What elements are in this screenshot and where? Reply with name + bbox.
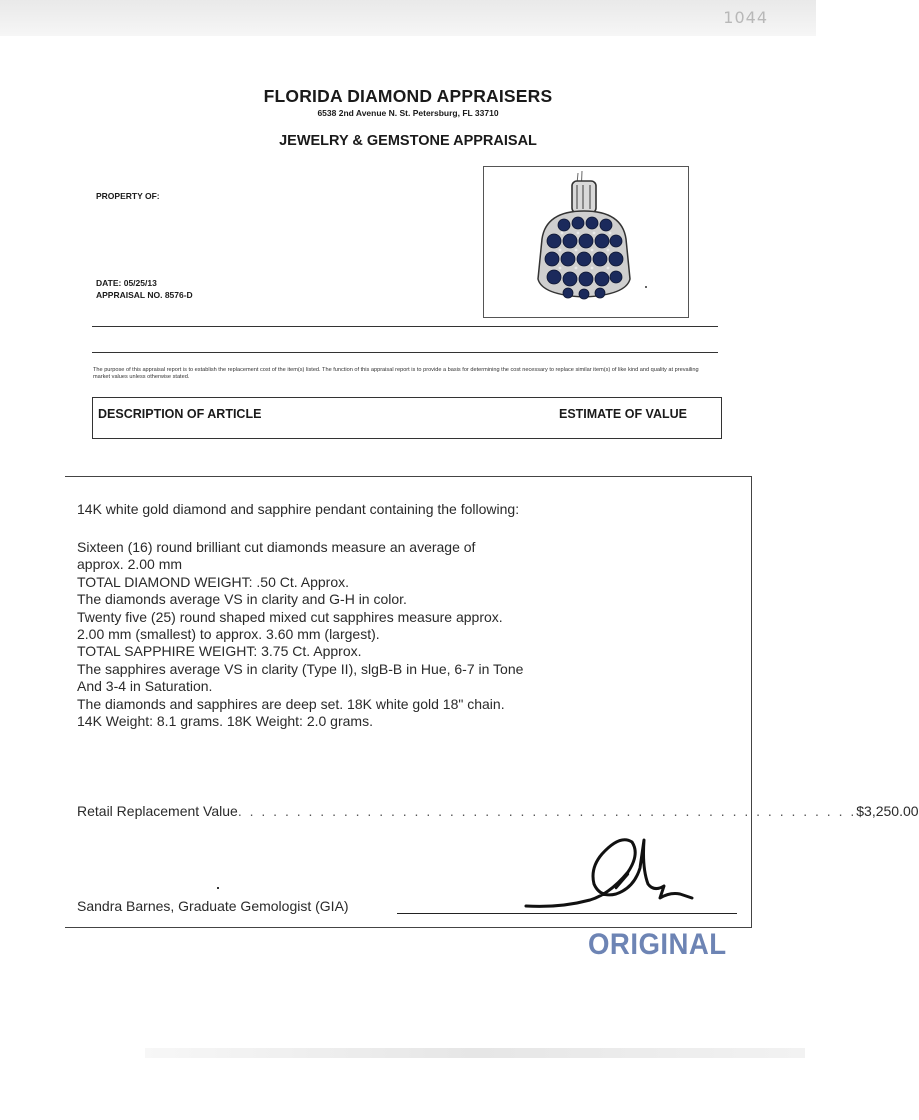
- leader-dots: . . . . . . . . . . . . . . . . . . . . . . . . . . . . . . . . . . . . . . . . . . . . . . . . . . . . .: [237, 803, 857, 819]
- detail-line: approx. 2.00 mm: [77, 556, 183, 573]
- pendant-photo: [483, 166, 689, 318]
- appraisal-number-label: APPRAISAL NO.: [96, 290, 163, 300]
- retail-value-row: [77, 803, 919, 819]
- appraisal-number-value: 8576-D: [164, 290, 193, 300]
- date-row: [96, 278, 157, 288]
- detail-line: And 3-4 in Saturation.: [77, 678, 213, 695]
- retail-value-amount: $3,250.00: [856, 803, 919, 819]
- rule-line-1: [92, 326, 718, 327]
- scan-speck: [217, 887, 219, 889]
- rule-line-2: [92, 352, 718, 353]
- appraisal-number-row: [96, 290, 193, 300]
- detail-line: The diamonds and sapphires are deep set. 18K white gold 18" chain.: [77, 695, 505, 712]
- date-value: 05/25/13: [123, 278, 157, 288]
- signature-scribble: [520, 828, 700, 918]
- document-title: JEWELRY & GEMSTONE APPRAISAL: [279, 133, 537, 149]
- property-label: PROPERTY OF:: [96, 191, 160, 201]
- detail-line: Twenty five (25) round shaped mixed cut sapphires measure approx.: [77, 608, 503, 625]
- estimate-column-header: ESTIMATE OF VALUE: [558, 407, 687, 421]
- company-address: 6538 2nd Avenue N. St. Petersburg, FL 33710: [317, 108, 499, 118]
- pendant-illustration: [484, 167, 688, 317]
- detail-line: Sixteen (16) round brilliant cut diamonds measure an average of: [77, 539, 476, 555]
- description-column-header: DESCRIPTION OF ARTICLE: [98, 407, 262, 421]
- purpose-statement: The purpose of this appraisal report is to establish the replacement cost of the item(s) listed. The function of this appraisal report is to provide a basis for determining the cost necessary to replace similar item(s) of like kind and quality at prevailing market values unless otherwise stated.: [93, 367, 699, 380]
- item-intro: 14K white gold diamond and sapphire pendant containing the following:: [77, 501, 520, 517]
- detail-line: The sapphires average VS in clarity (Type II), slgB-B in Hue, 6-7 in Tone: [77, 660, 524, 677]
- date-label: DATE:: [96, 278, 122, 288]
- detail-line: 2.00 mm (smallest) to approx. 3.60 mm (largest).: [77, 626, 380, 643]
- detail-line: 14K Weight: 8.1 grams. 18K Weight: 2.0 grams.: [77, 713, 373, 730]
- detail-line: TOTAL DIAMOND WEIGHT: .50 Ct. Approx.: [77, 573, 350, 590]
- original-stamp: ORIGINAL: [588, 928, 727, 961]
- detail-line: TOTAL SAPPHIRE WEIGHT: 3.75 Ct. Approx.: [77, 643, 362, 660]
- description-header-box: [92, 397, 722, 439]
- retail-value-label: Retail Replacement Value: [77, 803, 238, 819]
- scan-top-shadow: [0, 0, 816, 36]
- handwritten-page-number: 1044: [723, 8, 768, 27]
- company-name: FLORIDA DIAMOND APPRAISERS: [263, 86, 553, 106]
- detail-line: The diamonds average VS in clarity and G-H in color.: [77, 591, 407, 608]
- scan-bottom-shadow: [145, 1048, 805, 1058]
- item-details: [77, 539, 737, 730]
- signer-name: Sandra Barnes, Graduate Gemologist (GIA): [77, 898, 349, 914]
